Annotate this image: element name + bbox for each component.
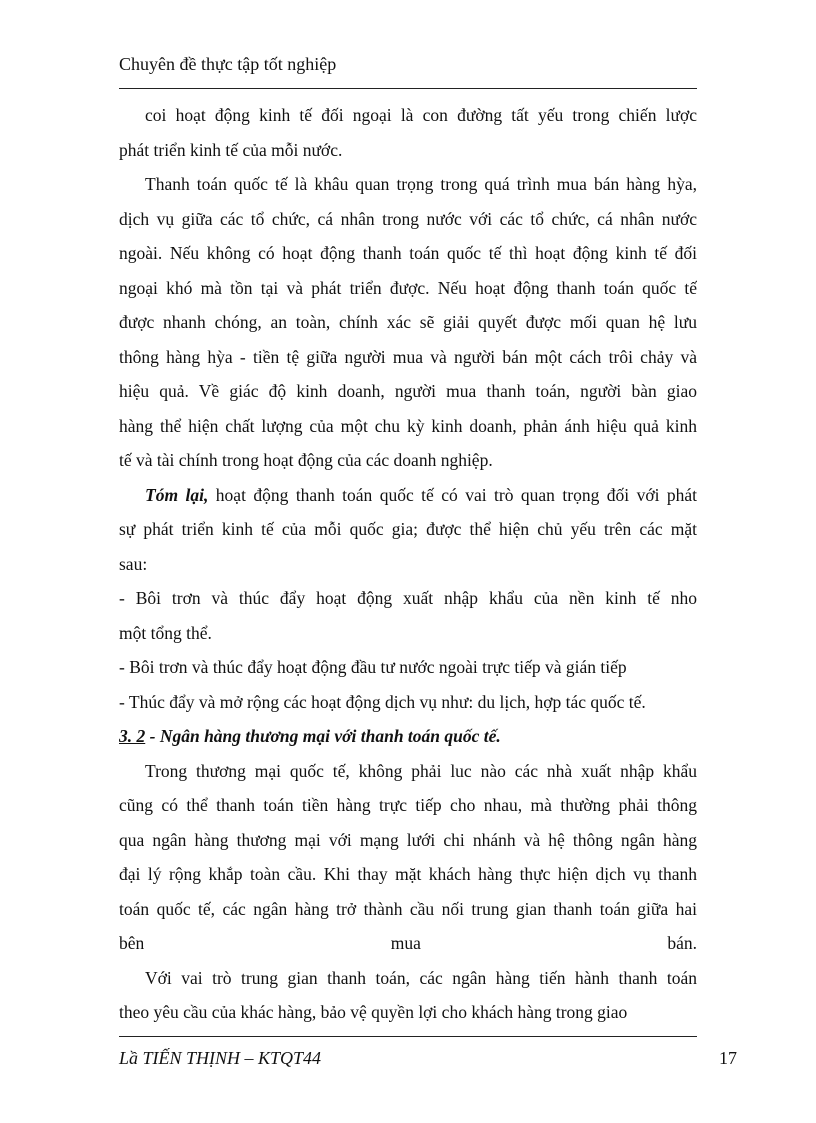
text-line: đại lý rộng khắp toàn cầu. Khi thay mặt khách hàng thực hiện dịch vụ thanh: [119, 864, 697, 884]
summary-paragraph-line: [119, 478, 697, 513]
text-line: Thanh toán quốc tế là khâu quan trọng trong quá trình mua bán hàng hỳa,: [145, 174, 697, 194]
bullet-item: - Bôi trơn và thúc đẩy hoạt động đầu tư nước ngoài trực tiếp và gián tiếp: [119, 657, 627, 677]
section-heading: [119, 719, 697, 754]
header-divider: [119, 88, 697, 89]
text-line: thông hàng hỳa - tiền tệ giữa người mua và người bán một cách trôi chảy và: [119, 346, 697, 367]
document-body: [119, 98, 697, 1030]
page-header-title: Chuyên đề thực tập tốt nghiệp: [119, 54, 337, 74]
footer-author: Lầ TIẾN THỊNH – KTQT44: [119, 1048, 322, 1068]
text-line: dịch vụ giữa các tổ chức, cá nhân trong nước với các tổ chức, cá nhân nước: [119, 208, 697, 229]
text-line: phát triển kinh tế của mỗi nước.: [119, 139, 343, 160]
text-line: sau:: [119, 553, 148, 574]
text-line: bên mua bán.: [119, 933, 697, 953]
summary-label: Tóm lại,: [145, 484, 209, 505]
section-title: - Ngân hàng thương mại với thanh toán quốc tế.: [145, 726, 501, 746]
footer-divider: [119, 1036, 697, 1037]
text-line: ngoài. Nếu không có hoạt động thanh toán quốc tế thì hoạt động kinh tế đối: [119, 243, 697, 263]
page-number: 17: [719, 1048, 737, 1068]
text-line: theo yêu cầu của khác hàng, bảo vệ quyền lợi cho khách hàng trong giao: [119, 1002, 628, 1022]
bullet-continuation: một tổng thể.: [119, 622, 212, 643]
text-line: toán quốc tế, các ngân hàng trở thành cầu nối trung gian thanh toán giữa hai: [119, 898, 697, 919]
text-line: hàng thể hiện chất lượng của một chu kỳ kinh doanh, phản ánh hiệu quả kinh: [119, 415, 697, 436]
text-line: coi hoạt động kinh tế đối ngoại là con đường tất yếu trong chiến lược: [145, 105, 697, 125]
text-line: hiệu quả. Về giác độ kinh doanh, người mua thanh toán, người bàn giao: [119, 381, 697, 401]
text-line: được nhanh chóng, an toàn, chính xác sẽ giải quyết được mối quan hệ lưu: [119, 312, 697, 332]
bullet-item: - Bôi trơn và thúc đẩy hoạt động xuất nhập khẩu của nền kinh tế nho: [119, 588, 697, 608]
summary-text: hoạt động thanh toán quốc tế có vai trò quan trọng đối với phát: [208, 484, 697, 505]
text-line: ngoại khó mà tồn tại và phát triển được. Nếu hoạt động thanh toán quốc tế: [119, 277, 697, 298]
text-line: cũng có thể thanh toán tiền hàng trực tiếp cho nhau, mà thường phải thông: [119, 795, 697, 815]
bullet-item: - Thúc đẩy và mở rộng các hoạt động dịch vụ như: du lịch, hợp tác quốc tế.: [119, 691, 646, 712]
text-line: qua ngân hàng thương mại với mạng lưới chi nhánh và hệ thông ngân hàng: [119, 829, 697, 850]
text-line: Trong thương mại quốc tế, không phải luc nào các nhà xuất nhập khẩu: [145, 760, 697, 781]
text-line: tế và tài chính trong hoạt động của các doanh nghiệp.: [119, 450, 493, 470]
text-line: Với vai trò trung gian thanh toán, các ngân hàng tiến hành thanh toán: [145, 967, 697, 988]
text-line: sự phát triển kinh tế của mỗi quốc gia; được thể hiện chủ yếu trên các mặt: [119, 519, 697, 539]
section-number: 3. 2: [119, 726, 146, 746]
